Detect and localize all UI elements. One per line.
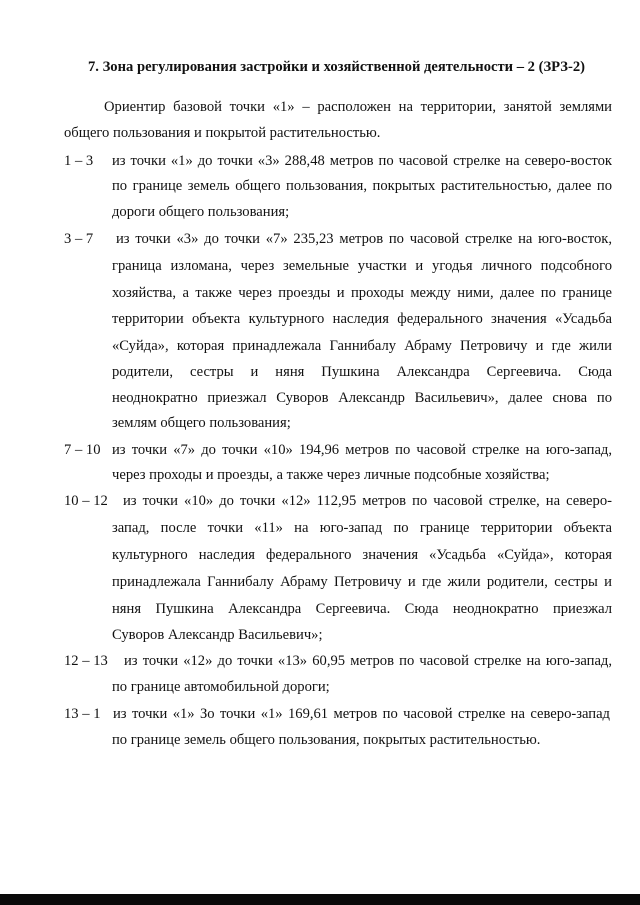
segment-7-10-line-2: через проходы и проезды, а также через личные подсобные хозяйства; — [112, 467, 550, 483]
scan-edge-bar — [0, 894, 640, 905]
intro-line-1: Ориентир базовой точки «1» – расположен на территории, занятой землями — [104, 99, 612, 115]
segment-3-7-line-3: хозяйства, а также через проезды и проходы между ними, далее по границе — [112, 285, 612, 301]
segment-1-3-line-2: по границе земель общего пользования, покрытых растительностью, далее по — [112, 178, 612, 194]
segment-3-7-line-7: неоднократно приезжал Суворов Александр Васильевич», далее снова по — [112, 390, 612, 406]
segment-10-12-line-6: Суворов Александр Васильевич»; — [112, 627, 323, 643]
segment-3-7-line-6: родители, сестры и няня Пушкина Александра Сергеевича. Сюда — [112, 364, 612, 380]
segment-13-1-line-1: из точки «1» Зо точки «1» 169,61 метров по часовой стрелке на северо-запад — [113, 706, 610, 722]
segment-3-7-line-8: землям общего пользования; — [112, 415, 291, 431]
segment-label-13-1: 13 – 1 — [64, 706, 101, 722]
segment-label-12-13: 12 – 13 — [64, 653, 108, 669]
segment-3-7-line-2: граница изломана, через земельные участки и угодья личного подсобного — [112, 258, 612, 274]
section-heading: 7. Зона регулирования застройки и хозяйственной деятельности – 2 (ЗРЗ-2) — [88, 59, 585, 75]
segment-12-13-line-1: из точки «12» до точки «13» 60,95 метров по часовой стрелке на юго-запад, — [124, 653, 612, 669]
segment-10-12-line-2: запад, после точки «11» на юго-запад по границе территории объекта — [112, 520, 612, 536]
segment-10-12-line-4: принадлежала Ганнибалу Абраму Петровичу и где жили родители, сестры и — [112, 574, 612, 590]
segment-label-7-10: 7 – 10 — [64, 442, 101, 458]
segment-3-7-line-1: из точки «3» до точки «7» 235,23 метров по часовой стрелке на юго-восток, — [116, 231, 612, 247]
segment-10-12-line-3: культурного наследия федерального значения «Усадьба «Суйда», которая — [112, 547, 612, 563]
segment-7-10-line-1: из точки «7» до точки «10» 194,96 метров по часовой стрелке на юго-запад, — [112, 442, 612, 458]
intro-line-2: общего пользования и покрытой растительностью. — [64, 125, 381, 141]
segment-12-13-line-2: по границе автомобильной дороги; — [112, 679, 330, 695]
segment-label-3-7: 3 – 7 — [64, 231, 94, 247]
segment-1-3-line-1: из точки «1» до точки «3» 288,48 метров по часовой стрелке на северо-восток — [112, 153, 612, 169]
segment-label-10-12: 10 – 12 — [64, 493, 108, 509]
segment-label-1-3: 1 – 3 — [64, 153, 94, 169]
segment-10-12-line-1: из точки «10» до точки «12» 112,95 метров по часовой стрелке, на северо- — [123, 493, 612, 509]
segment-3-7-line-4: территории объекта культурного наследия федерального значения «Усадьба — [112, 311, 612, 327]
segment-1-3-line-3: дороги общего пользования; — [112, 204, 290, 220]
segment-13-1-line-2: по границе земель общего пользования, покрытых растительностью. — [112, 732, 541, 748]
segment-3-7-line-5: «Суйда», которая принадлежала Ганнибалу Абраму Петровичу и где жили — [112, 338, 612, 354]
segment-10-12-line-5: няня Пушкина Александра Сергеевича. Сюда неоднократно приезжал — [112, 601, 612, 617]
